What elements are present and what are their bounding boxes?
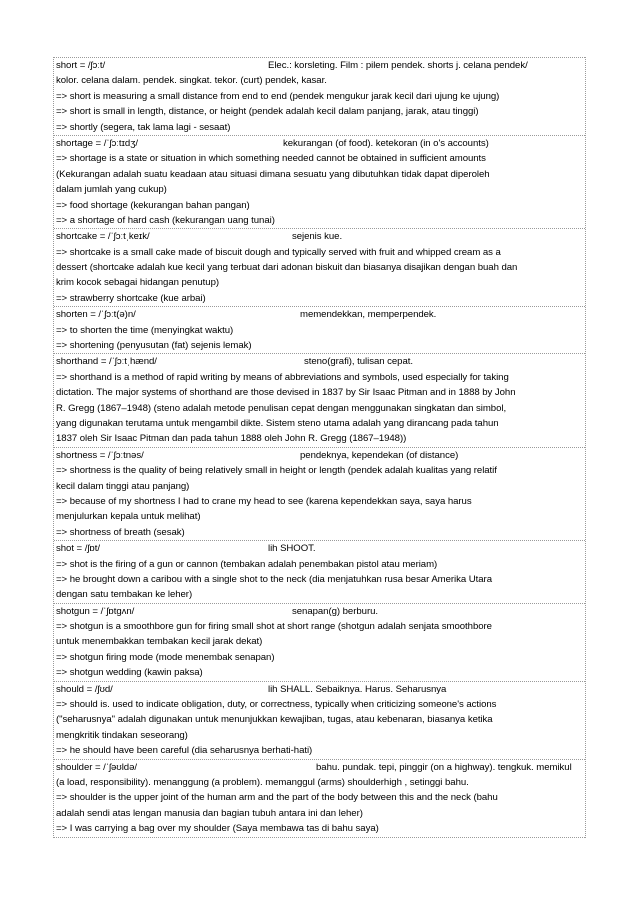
entry-line: krim kocok sebagai hidangan penutup) [56, 277, 219, 289]
entry-term: shot = /ʃɒt/ [56, 543, 100, 555]
entry-shortness [54, 447, 585, 540]
entry-line: yang digunakan terutama untuk mengambil dikte. Sistem steno utama adalah yang dirancang pada tahun [56, 417, 499, 429]
entry-line: => shortage is a state or situation in which something needed cannot be obtained in sufficient amounts [56, 153, 486, 165]
entry-headline [54, 307, 585, 322]
entry-line: => shortcake is a small cake made of biscuit dough and typically served with fruit and whipped cream as a [56, 246, 501, 258]
entry-should [54, 681, 585, 759]
entry-gloss: senapan(g) berburu. [292, 605, 378, 617]
entry-term: shortage = /ˈʃɔːtɪdʒ/ [56, 137, 138, 149]
entry-gloss: pendeknya, kependekan (of distance) [300, 449, 459, 461]
entry-term: shotgun = /ˈʃɒtɡʌn/ [56, 605, 135, 617]
entry-line: dalam jumlah yang cukup) [56, 184, 167, 196]
entry-gloss: lih SHOOT. [268, 543, 316, 555]
entry-line: menjulurkan kepala untuk melihat) [56, 511, 201, 523]
entry-line: dictation. The major systems of shorthand are those devised in 1837 by Sir Isaac Pitman and in 1888 by John [56, 387, 516, 399]
entry-line: => he brought down a caribou with a single shot to the neck (dia menjatuhkan rusa besar Amerika Utara [56, 573, 492, 585]
entry-headline [54, 229, 585, 244]
entry-term: shortness = /ˈʃɔːtnəs/ [56, 449, 144, 461]
entry-line: => to shorten the time (menyingkat waktu) [56, 324, 234, 336]
dictionary-page [53, 57, 586, 838]
entry-gloss: steno(grafi), tulisan cepat. [304, 356, 413, 368]
entry-headline [54, 354, 585, 369]
entry-shot [54, 540, 585, 603]
entry-line: => shortness is the quality of being relatively small in height or length (pendek adalah kualitas yang relatif [56, 465, 497, 477]
entry-short [54, 57, 585, 135]
entry-line: => food shortage (kekurangan bahan pangan) [56, 199, 250, 211]
entry-line: (a load, responsibility). menanggung (a problem). memanggul (arms) shoulderhigh , setinggi bahu. [56, 776, 469, 788]
entry-line: => shotgun is a smoothbore gun for firing small shot at short range (shotgun adalah senjata smoothbore [56, 621, 492, 633]
entry-shortcake [54, 228, 585, 306]
entry-line: kecil dalam tinggi atau panjang) [56, 480, 190, 492]
entry-line: => shortly (segera, tak lama lagi - sesaat) [56, 121, 231, 133]
entry-term: short = /ʃɔːt/ [56, 60, 106, 71]
entry-headline [54, 58, 585, 73]
entry-term: shoulder = /ˈʃəʊldə/ [56, 761, 137, 773]
entry-line: dessert (shortcake adalah kue kecil yang terbuat dari adonan biskuit dan biasanya disajikan dengan buah dan [56, 262, 518, 274]
entry-gloss: memendekkan, memperpendek. [300, 309, 437, 321]
entry-line: R. Gregg (1867–1948) (steno adalah metode penulisan cepat dengan menggunakan singkatan dan simbol, [56, 402, 507, 414]
entry-line: ("seharusnya" adalah digunakan untuk menunjukkan kewajiban, tugas, atau kebenaran, biasanya ketika [56, 714, 493, 726]
entry-line: => should is. used to indicate obligation, duty, or correctness, typically when criticizing someone's actions [56, 699, 497, 711]
entry-gloss: kekurangan (of food). ketekoran (in o's accounts) [283, 137, 489, 149]
entry-line: => shortness of breath (sesak) [56, 526, 185, 538]
entry-shorthand [54, 353, 585, 446]
entry-line: => shotgun wedding (kawin paksa) [56, 667, 203, 679]
entry-line: => a shortage of hard cash (kekurangan uang tunai) [56, 214, 275, 226]
entry-headline [54, 682, 585, 697]
entry-gloss: sejenis kue. [292, 231, 343, 243]
entry-line: => shotgun firing mode (mode menembak senapan) [56, 651, 275, 663]
entry-line: dengan satu tembakan ke leher) [56, 589, 193, 601]
entry-gloss: lih SHALL. Sebaiknya. Harus. Seharusnya [268, 683, 447, 695]
entry-line: adalah sendi atas lengan manusia dan bagian tubuh antara ini dan leher) [56, 807, 363, 819]
entry-line: 1837 oleh Sir Isaac Pitman dan pada tahun 1888 oleh John R. Gregg (1867–1948)) [56, 433, 407, 445]
entry-line: => short is small in length, distance, or height (pendek adalah kecil dalam panjang, jarak, atau tinggi) [56, 106, 479, 118]
entry-term: should = /ʃʊd/ [56, 683, 113, 695]
entry-headline [54, 760, 585, 775]
entry-line: => shortening (penyusutan (fat) sejenis lemak) [56, 340, 252, 352]
entry-term: shorthand = /ˈʃɔːtˌhænd/ [56, 356, 157, 368]
entry-line: => short is measuring a small distance from end to end (pendek mengukur jarak kecil dari ujung ke ujung) [56, 90, 500, 102]
entry-headline [54, 448, 585, 463]
entry-line: => he should have been careful (dia seharusnya berhati-hati) [56, 745, 313, 757]
entry-headline [54, 136, 585, 151]
entry-shortage [54, 135, 585, 228]
entry-gloss: bahu. pundak. tepi, pinggir (on a highway). tengkuk. memikul [316, 761, 572, 773]
entry-shotgun [54, 603, 585, 681]
entry-line: untuk menembakkan tembakan kecil jarak dekat) [56, 636, 263, 648]
entry-line: (Kekurangan adalah suatu keadaan atau situasi dimana sesuatu yang dibutuhkan tidak dapat diperoleh [56, 168, 490, 180]
entry-term: shortcake = /ˈʃɔːtˌkeɪk/ [56, 231, 150, 243]
entry-line: => shorthand is a method of rapid writing by means of abbreviations and symbols, used especially for taking [56, 371, 509, 383]
entry-term: shorten = /ˈʃɔːt(ə)n/ [56, 309, 136, 321]
entry-headline [54, 541, 585, 556]
entry-shoulder [54, 759, 585, 838]
entry-line: => shoulder is the upper joint of the human arm and the part of the body between this and the neck (bahu [56, 792, 498, 804]
entry-gloss: Elec.: korsleting. Film : pilem pendek. shorts j. celana pendek/ [268, 60, 528, 71]
entry-line: => strawberry shortcake (kue arbai) [56, 292, 206, 304]
entry-headline [54, 604, 585, 619]
entry-shorten [54, 306, 585, 353]
entry-line: => I was carrying a bag over my shoulder (Saya membawa tas di bahu saya) [56, 823, 379, 835]
entry-line: mengkritik tindakan seseorang) [56, 729, 188, 741]
entry-line: => shot is the firing of a gun or cannon (tembakan adalah penembakan pistol atau meriam) [56, 558, 438, 570]
entry-line: => because of my shortness I had to crane my head to see (karena kependekkan saya, saya harus [56, 495, 472, 507]
entry-line: kolor. celana dalam. pendek. singkat. tekor. (curt) pendek, kasar. [56, 75, 327, 87]
